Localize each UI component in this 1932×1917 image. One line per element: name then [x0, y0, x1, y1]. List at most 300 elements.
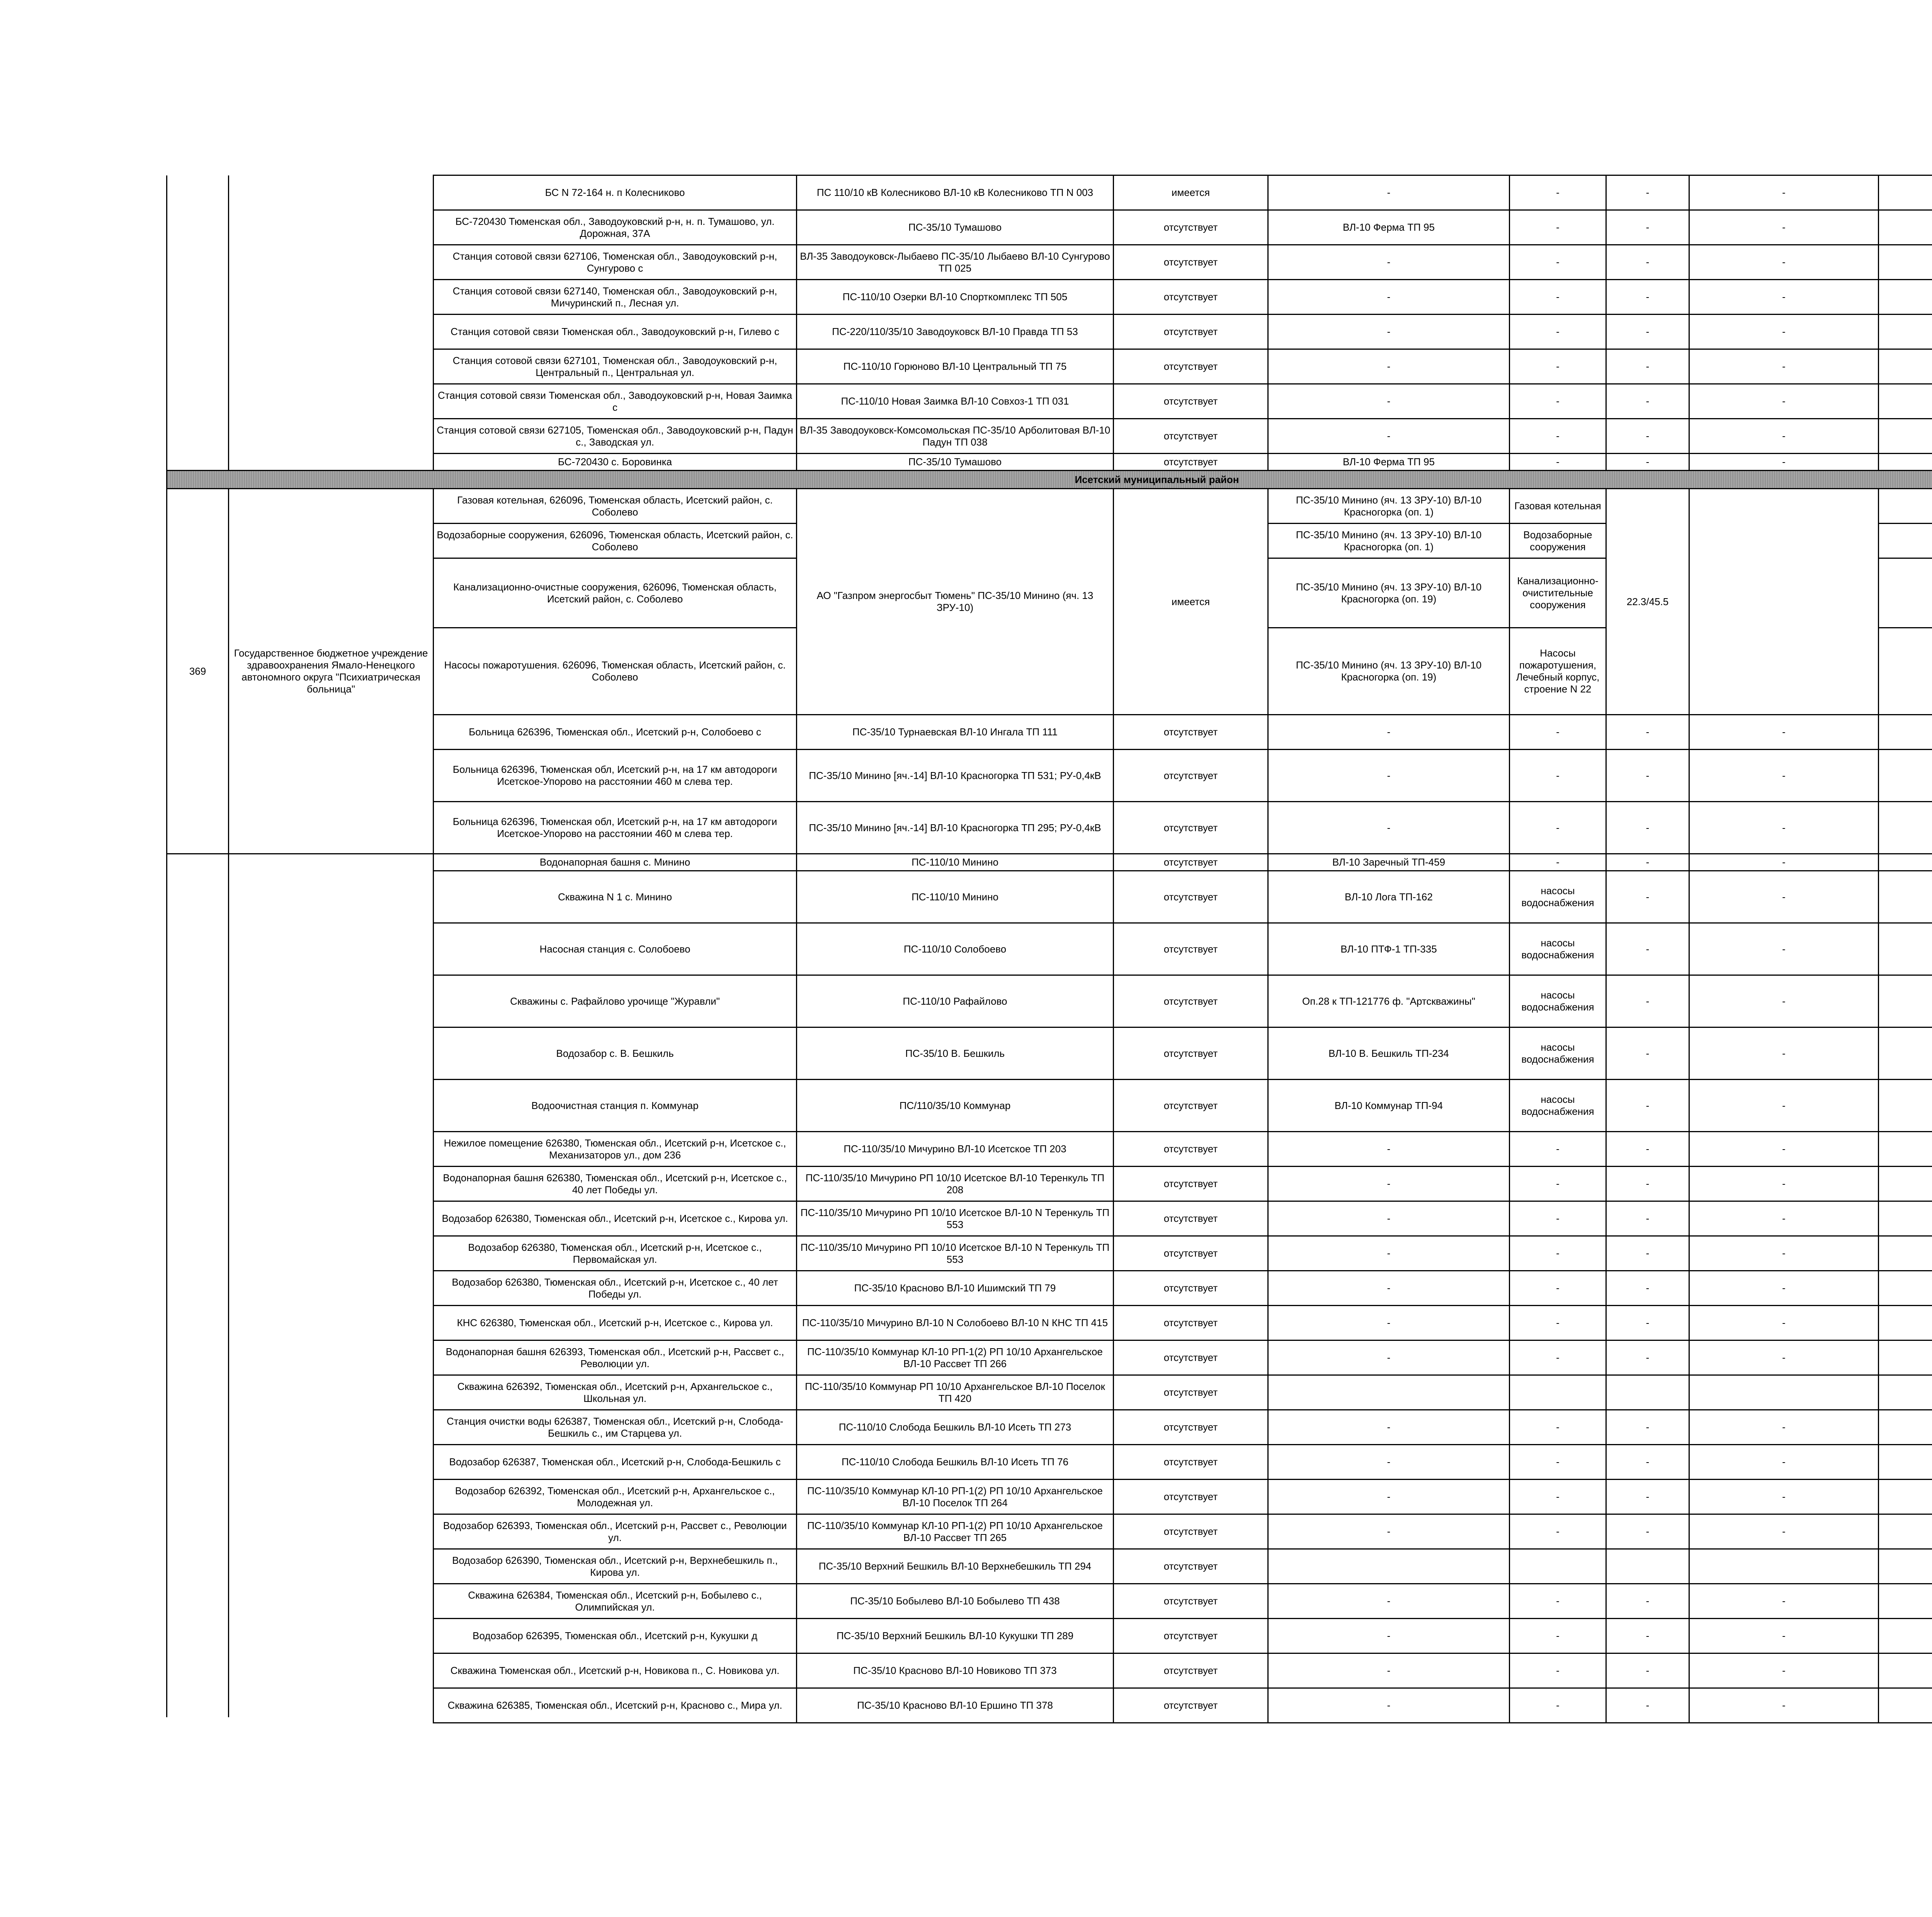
org-cell [229, 419, 434, 454]
org-cell [229, 349, 434, 384]
object-cell: Больница 626396, Тюменская обл., Исетский р-н, Солобоево с [434, 715, 797, 750]
org370-clipped-labels [166, 1717, 433, 1733]
status-cell: отсутствует [1114, 1619, 1268, 1653]
object-cell: БС N 72-164 н. п Колесниково [434, 175, 797, 210]
tp-cell: - [1510, 349, 1606, 384]
col7-cell: - [1689, 1688, 1879, 1723]
col6-cell: - [1606, 349, 1689, 384]
col6-cell: - [1606, 1201, 1689, 1236]
org-cell [229, 245, 434, 280]
tp-cell: насосы водоснабжения [1510, 1080, 1606, 1132]
substation-cell: ПС-110/35/10 Мичурино РП 10/10 Исетское ВЛ-10 Теренкуль ТП 208 [797, 1167, 1114, 1201]
col8-cell [1879, 175, 1932, 210]
status-cell: отсутствует [1114, 1514, 1268, 1549]
object-cell: Водозабор 626393, Тюменская обл., Исетский р-н, Рассвет с., Революции ул. [434, 1514, 797, 1549]
col6-cell: - [1606, 1167, 1689, 1201]
col6-cell: - [1606, 854, 1689, 871]
object-cell: Нежилое помещение 626380, Тюменская обл., Исетский р-н, Исетское с., Механизаторов ул., дом 236 [434, 1132, 797, 1167]
line-cell: ВЛ-10 В. Бешкиль ТП-234 [1268, 1027, 1510, 1080]
substation-cell: ПС-35/10 Красново ВЛ-10 Новиково ТП 373 [797, 1653, 1114, 1688]
col8-cell [1879, 1027, 1932, 1080]
substation-cell: ПС-35/10 Турнаевская ВЛ-10 Ингала ТП 111 [797, 715, 1114, 750]
status-cell: отсутствует [1114, 854, 1268, 871]
status-cell: отсутствует [1114, 210, 1268, 245]
status-cell: отсутствует [1114, 1375, 1268, 1410]
col7-cell: - [1689, 1480, 1879, 1514]
line-cell: - [1268, 1514, 1510, 1549]
substation-cell: ПС-110/35/10 Коммунар РП 10/10 Архангельское ВЛ-10 Поселок ТП 420 [797, 1375, 1114, 1410]
col8-cell [1879, 1410, 1932, 1445]
line-cell: - [1268, 349, 1510, 384]
col8-cell [1879, 315, 1932, 349]
col6-cell: - [1606, 1236, 1689, 1271]
col7-cell: - [1689, 1306, 1879, 1340]
col7-cell: - [1689, 1340, 1879, 1375]
line-cell: Оп.28 к ТП-121776 ф. "Артскважины" [1268, 975, 1510, 1027]
col7-cell: - [1689, 854, 1879, 871]
line-cell: ПС-35/10 Минино (яч. 13 ЗРУ-10) ВЛ-10 Красногорка (оп. 1) [1268, 489, 1510, 524]
org-number [167, 854, 229, 1723]
object-cell: Скважина 626392, Тюменская обл., Исетский р-н, Архангельское с., Школьная ул. [434, 1375, 797, 1410]
tp-cell: - [1510, 175, 1606, 210]
tp-cell: - [1510, 1410, 1606, 1445]
power-cell: 22.3/45.5 [1606, 489, 1689, 715]
num-cell [167, 210, 229, 245]
tp-cell: - [1510, 1584, 1606, 1619]
num-cell [167, 454, 229, 471]
col7-cell: - [1689, 210, 1879, 245]
substation-cell: ПС-35/10 Минино [яч.-14] ВЛ-10 Красногорка ТП 531; РУ-0,4кВ [797, 750, 1114, 802]
status-cell: отсутствует [1114, 1306, 1268, 1340]
status-cell: отсутствует [1114, 1132, 1268, 1167]
col8-cell [1879, 454, 1932, 471]
substation-cell: ПС-35/10 Тумашово [797, 454, 1114, 471]
tp-cell: - [1510, 1167, 1606, 1201]
col7-cell: - [1689, 1514, 1879, 1549]
tp-cell: - [1510, 1480, 1606, 1514]
data-table [166, 175, 1932, 1723]
object-cell: Насосы пожаротушения. 626096, Тюменская область, Исетский район, с. Соболево [434, 628, 797, 715]
line-cell: - [1268, 1688, 1510, 1723]
line-cell: - [1268, 1445, 1510, 1480]
substation-cell: ПС-110/10 Солобоево [797, 923, 1114, 975]
col6-cell: - [1606, 454, 1689, 471]
line-cell: - [1268, 1410, 1510, 1445]
line-cell: - [1268, 1236, 1510, 1271]
substation-cell: ПС-110/35/10 Коммунар КЛ-10 РП-1(2) РП 10/10 Архангельское ВЛ-10 Рассвет ТП 265 [797, 1514, 1114, 1549]
tp-cell: - [1510, 750, 1606, 802]
line-cell: - [1268, 1480, 1510, 1514]
tp-cell: - [1510, 384, 1606, 419]
col7-cell: - [1689, 750, 1879, 802]
col6-cell [1606, 1375, 1689, 1410]
substation-cell: ВЛ-35 Заводоуковск-Комсомольская ПС-35/10 Арболитовая ВЛ-10 Падун ТП 038 [797, 419, 1114, 454]
col8-cell [1879, 1549, 1932, 1584]
object-cell: Водонапорная башня с. Минино [434, 854, 797, 871]
substation-cell: ПС-110/10 Горюново ВЛ-10 Центральный ТП 75 [797, 349, 1114, 384]
object-cell: Скважина N 1 с. Минино [434, 871, 797, 923]
object-cell: Станция сотовой связи 627140, Тюменская обл., Заводоуковский р-н, Мичуринский п., Лесная ул. [434, 280, 797, 315]
line-cell: - [1268, 750, 1510, 802]
object-cell: Больница 626396, Тюменская обл, Исетский р-н, на 17 км автодороги Исетское-Упорово на расстоянии 460 м слева тер. [434, 750, 797, 802]
col6-cell: - [1606, 1340, 1689, 1375]
status-cell: отсутствует [1114, 454, 1268, 471]
col7-cell: - [1689, 1201, 1879, 1236]
object-cell: БС-720430 с. Боровинка [434, 454, 797, 471]
col7-cell: - [1689, 871, 1879, 923]
col7-cell: - [1689, 175, 1879, 210]
substation-cell: ПС 110/10 кВ Колесниково ВЛ-10 кВ Колесниково ТП N 003 [797, 175, 1114, 210]
col6-cell: - [1606, 1584, 1689, 1619]
org-number: 369 [167, 489, 229, 854]
status-cell: отсутствует [1114, 1271, 1268, 1306]
object-cell: БС-720430 Тюменская обл., Заводоуковский р-н, н. п. Тумашово, ул. Дорожная, 37А [434, 210, 797, 245]
tp-cell: Канализационно-очистительные сооружения [1510, 558, 1606, 628]
object-cell: Водозабор 626380, Тюменская обл., Исетский р-н, Исетское с., Кирова ул. [434, 1201, 797, 1236]
col7-cell: - [1689, 923, 1879, 975]
col8-cell [1879, 1619, 1932, 1653]
substation-cell: ПС-110/35/10 Коммунар КЛ-10 РП-1(2) РП 10/10 Архангельское ВЛ-10 Рассвет ТП 266 [797, 1340, 1114, 1375]
col6-cell: - [1606, 280, 1689, 315]
col7-cell [1689, 1549, 1879, 1584]
tp-cell: - [1510, 802, 1606, 854]
col8-cell [1879, 1514, 1932, 1549]
status-cell: отсутствует [1114, 280, 1268, 315]
substation-cell: ПС-35/10 Верхний Бешкиль ВЛ-10 Верхнебешкиль ТП 294 [797, 1549, 1114, 1584]
col8-cell [1879, 871, 1932, 923]
tp-cell: - [1510, 315, 1606, 349]
object-cell: Водонапорная башня 626393, Тюменская обл., Исетский р-н, Рассвет с., Революции ул. [434, 1340, 797, 1375]
col8-cell [1879, 1445, 1932, 1480]
org-name: Государственное бюджетное учреждение здравоохранения Ямало-Ненецкого автономного округа "Психиатрическая больница" [229, 489, 434, 854]
tp-cell: насосы водоснабжения [1510, 975, 1606, 1027]
tp-cell: насосы водоснабжения [1510, 1027, 1606, 1080]
col6-cell: - [1606, 871, 1689, 923]
line-cell: - [1268, 175, 1510, 210]
substation-cell: ПС-110/35/10 Мичурино РП 10/10 Исетское ВЛ-10 N Теренкуль ТП 553 [797, 1201, 1114, 1236]
substation-cell: ПС-35/10 Верхний Бешкиль ВЛ-10 Кукушки ТП 289 [797, 1619, 1114, 1653]
line-cell: - [1268, 1201, 1510, 1236]
status-cell: имеется [1114, 175, 1268, 210]
tp-cell: - [1510, 1653, 1606, 1688]
substation-cell: ПС-110/10 Озерки ВЛ-10 Спорткомплекс ТП 505 [797, 280, 1114, 315]
col8-cell [1879, 1340, 1932, 1375]
col6-cell: - [1606, 210, 1689, 245]
tp-cell: - [1510, 854, 1606, 871]
col8-cell [1879, 524, 1932, 558]
col6-cell: - [1606, 1688, 1689, 1723]
col7-cell: - [1689, 1271, 1879, 1306]
status-cell: отсутствует [1114, 419, 1268, 454]
line-cell: ПС-35/10 Минино (яч. 13 ЗРУ-10) ВЛ-10 Красногорка (оп. 19) [1268, 558, 1510, 628]
object-cell: Станция сотовой связи Тюменская обл., Заводоуковский р-н, Новая Заимка с [434, 384, 797, 419]
col8-cell [1879, 1132, 1932, 1167]
status-cell: отсутствует [1114, 384, 1268, 419]
col6-cell: - [1606, 419, 1689, 454]
object-cell: Скважина Тюменская обл., Исетский р-н, Новикова п., С. Новикова ул. [434, 1653, 797, 1688]
substation-cell: ПС-110/35/10 Мичурино ВЛ-10 N Солобоево ВЛ-10 N КНС ТП 415 [797, 1306, 1114, 1340]
section-header-row [167, 471, 1932, 489]
table-row [167, 349, 1932, 384]
tp-cell: - [1510, 1340, 1606, 1375]
num-cell [167, 315, 229, 349]
object-cell: Водозабор с. В. Бешкиль [434, 1027, 797, 1080]
tp-cell: - [1510, 1132, 1606, 1167]
line-cell: - [1268, 1132, 1510, 1167]
col6-cell: - [1606, 1027, 1689, 1080]
substation-cell: ПС-110/10 Слобода Бешкиль ВЛ-10 Исеть ТП 273 [797, 1410, 1114, 1445]
substation-cell: ПС-110/10 Рафайлово [797, 975, 1114, 1027]
col6-cell [1606, 1549, 1689, 1584]
status-cell: отсутствует [1114, 315, 1268, 349]
object-cell: Водозабор 626395, Тюменская обл., Исетский р-н, Кукушки д [434, 1619, 797, 1653]
line-cell: - [1268, 315, 1510, 349]
object-cell: Станция сотовой связи Тюменская обл., Заводоуковский р-н, Гилево с [434, 315, 797, 349]
table-row [167, 175, 1932, 210]
num-cell [167, 245, 229, 280]
status-cell: отсутствует [1114, 975, 1268, 1027]
status-cell: отсутствует [1114, 923, 1268, 975]
col8-cell [1879, 280, 1932, 315]
col6-cell: - [1606, 1619, 1689, 1653]
substation-cell: ПС-110/35/10 Мичурино РП 10/10 Исетское ВЛ-10 N Теренкуль ТП 553 [797, 1236, 1114, 1271]
table-row [167, 315, 1932, 349]
line-cell: - [1268, 1306, 1510, 1340]
status-cell: отсутствует [1114, 1410, 1268, 1445]
substation-cell: ПС-35/10 В. Бешкиль [797, 1027, 1114, 1080]
col7-cell: - [1689, 1584, 1879, 1619]
line-cell: - [1268, 384, 1510, 419]
col7-cell: - [1689, 384, 1879, 419]
col8-cell [1879, 1688, 1932, 1723]
num-cell [167, 384, 229, 419]
section-title: Исетский муниципальный район [167, 471, 1932, 489]
org-cell [229, 384, 434, 419]
col8-cell [1879, 558, 1932, 628]
line-cell: - [1268, 1340, 1510, 1375]
num-cell [167, 280, 229, 315]
col6-cell: - [1606, 1480, 1689, 1514]
status-cell: отсутствует [1114, 1445, 1268, 1480]
line-cell: ВЛ-10 Коммунар ТП-94 [1268, 1080, 1510, 1132]
org-cell [229, 175, 434, 210]
col7-cell: - [1689, 245, 1879, 280]
col8-cell [1879, 1236, 1932, 1271]
col8-cell [1879, 1201, 1932, 1236]
line-cell: - [1268, 1619, 1510, 1653]
col6-cell: - [1606, 1410, 1689, 1445]
col8-cell [1879, 854, 1932, 871]
object-cell: Станция сотовой связи 627106, Тюменская обл., Заводоуковский р-н, Сунгурово с [434, 245, 797, 280]
col6-cell: - [1606, 245, 1689, 280]
col6-cell: - [1606, 1653, 1689, 1688]
tp-cell: - [1510, 1306, 1606, 1340]
num-cell [167, 175, 229, 210]
col8-cell [1879, 245, 1932, 280]
col6-cell: - [1606, 975, 1689, 1027]
line-cell: ВЛ-10 Заречный ТП-459 [1268, 854, 1510, 871]
col8-cell [1879, 1653, 1932, 1688]
status-cell: отсутствует [1114, 1167, 1268, 1201]
status-cell: отсутствует [1114, 1653, 1268, 1688]
object-cell: Скважины с. Рафайлово урочище "Журавли" [434, 975, 797, 1027]
line-cell [1268, 1549, 1510, 1584]
col8-cell [1879, 419, 1932, 454]
tp-cell: Водозаборные сооружения [1510, 524, 1606, 558]
col8-cell [1879, 489, 1932, 524]
status-cell: отсутствует [1114, 1080, 1268, 1132]
col6-cell: - [1606, 1445, 1689, 1480]
substation-cell: ПС-110/10 Минино [797, 854, 1114, 871]
substation-cell: ПС-35/10 Тумашово [797, 210, 1114, 245]
col8-cell [1879, 628, 1932, 715]
line-cell: - [1268, 1653, 1510, 1688]
line-cell: ВЛ-10 ПТФ-1 ТП-335 [1268, 923, 1510, 975]
col6-cell: - [1606, 384, 1689, 419]
table-row [167, 245, 1932, 280]
tp-cell: Насосы пожаротушения, Лечебный корпус, строение N 22 [1510, 628, 1606, 715]
line-cell [1268, 1375, 1510, 1410]
col8-cell [1879, 1080, 1932, 1132]
tp-cell: насосы водоснабжения [1510, 923, 1606, 975]
substation-cell: ВЛ-35 Заводоуковск-Лыбаево ПС-35/10 Лыбаево ВЛ-10 Сунгурово ТП 025 [797, 245, 1114, 280]
substation-cell: ПС-35/10 Красново ВЛ-10 Ишимский ТП 79 [797, 1271, 1114, 1306]
line-cell: - [1268, 245, 1510, 280]
substation-cell: ПС-110/35/10 Коммунар КЛ-10 РП-1(2) РП 10/10 Архангельское ВЛ-10 Поселок ТП 264 [797, 1480, 1114, 1514]
status-cell: имеется [1114, 489, 1268, 715]
status-cell: отсутствует [1114, 871, 1268, 923]
tp-cell: - [1510, 245, 1606, 280]
col7-cell: - [1689, 1445, 1879, 1480]
num-cell [167, 419, 229, 454]
col7-cell [1689, 489, 1879, 715]
col8-cell [1879, 1375, 1932, 1410]
col7-cell: - [1689, 975, 1879, 1027]
col7-cell: - [1689, 1167, 1879, 1201]
col6-cell: - [1606, 175, 1689, 210]
line-cell: - [1268, 1167, 1510, 1201]
status-cell: отсутствует [1114, 349, 1268, 384]
line-cell: ВЛ-10 Ферма ТП 95 [1268, 454, 1510, 471]
substation-cell: ПС-110/35/10 Мичурино ВЛ-10 Исетское ТП 203 [797, 1132, 1114, 1167]
line-cell: ВЛ-10 Лога ТП-162 [1268, 871, 1510, 923]
object-cell: Водозабор 626387, Тюменская обл., Исетский р-н, Слобода-Бешкиль с [434, 1445, 797, 1480]
tp-cell [1510, 1375, 1606, 1410]
tp-cell: - [1510, 210, 1606, 245]
col7-cell: - [1689, 1653, 1879, 1688]
tp-cell: - [1510, 280, 1606, 315]
col7-cell: - [1689, 1027, 1879, 1080]
table-row [167, 489, 1932, 524]
col6-cell: - [1606, 1080, 1689, 1132]
status-cell: отсутствует [1114, 802, 1268, 854]
org-cell [229, 315, 434, 349]
object-cell: Водоочистная станция п. Коммунар [434, 1080, 797, 1132]
table-row [167, 854, 1932, 871]
tp-cell: - [1510, 1201, 1606, 1236]
substation-cell: ПС-110/10 Слобода Бешкиль ВЛ-10 Исеть ТП 76 [797, 1445, 1114, 1480]
table-row [167, 384, 1932, 419]
status-cell: отсутствует [1114, 1201, 1268, 1236]
col8-cell [1879, 1271, 1932, 1306]
org-cell [229, 280, 434, 315]
tp-cell: насосы водоснабжения [1510, 871, 1606, 923]
org-cell [229, 454, 434, 471]
col7-cell: - [1689, 1619, 1879, 1653]
col8-cell [1879, 1306, 1932, 1340]
col7-cell: - [1689, 1132, 1879, 1167]
num-cell [167, 349, 229, 384]
col7-cell: - [1689, 280, 1879, 315]
col6-cell: - [1606, 1132, 1689, 1167]
status-cell: отсутствует [1114, 1236, 1268, 1271]
tp-cell: - [1510, 715, 1606, 750]
status-cell: отсутствует [1114, 1549, 1268, 1584]
col7-cell: - [1689, 1236, 1879, 1271]
object-cell: Скважина 626385, Тюменская обл., Исетский р-н, Красново с., Мира ул. [434, 1688, 797, 1723]
object-cell: Водонапорная башня 626380, Тюменская обл., Исетский р-н, Исетское с., 40 лет Победы ул. [434, 1167, 797, 1201]
col8-cell [1879, 1167, 1932, 1201]
status-cell: отсутствует [1114, 1688, 1268, 1723]
tp-cell: - [1510, 1236, 1606, 1271]
table-row [167, 280, 1932, 315]
table-row [167, 210, 1932, 245]
status-cell: отсутствует [1114, 750, 1268, 802]
tp-cell: - [1510, 1271, 1606, 1306]
tp-cell: - [1510, 1619, 1606, 1653]
object-cell: Водозаборные сооружения, 626096, Тюменская область, Исетский район, с. Соболево [434, 524, 797, 558]
table-row [167, 454, 1932, 471]
object-cell: КНС 626380, Тюменская обл., Исетский р-н, Исетское с., Кирова ул. [434, 1306, 797, 1340]
col6-cell: - [1606, 750, 1689, 802]
tp-cell: - [1510, 1445, 1606, 1480]
object-cell: Насосная станция с. Солобоево [434, 923, 797, 975]
substation-cell: АО "Газпром энергосбыт Тюмень" ПС-35/10 Минино (яч. 13 ЗРУ-10) [797, 489, 1114, 715]
col8-cell [1879, 1480, 1932, 1514]
substation-cell: ПС/110/35/10 Коммунар [797, 1080, 1114, 1132]
status-cell: отсутствует [1114, 715, 1268, 750]
status-cell: отсутствует [1114, 1027, 1268, 1080]
col6-cell: - [1606, 715, 1689, 750]
line-cell: ПС-35/10 Минино (яч. 13 ЗРУ-10) ВЛ-10 Красногорка (оп. 1) [1268, 524, 1510, 558]
object-cell: Больница 626396, Тюменская обл, Исетский р-н, на 17 км автодороги Исетское-Упорово на расстоянии 460 м слева тер. [434, 802, 797, 854]
col8-cell [1879, 349, 1932, 384]
substation-cell: ПС-110/10 Минино [797, 871, 1114, 923]
col6-cell: - [1606, 315, 1689, 349]
col8-cell [1879, 1584, 1932, 1619]
status-cell: отсутствует [1114, 245, 1268, 280]
status-cell: отсутствует [1114, 1340, 1268, 1375]
col7-cell [1689, 1375, 1879, 1410]
col8-cell [1879, 715, 1932, 750]
object-cell: Водозабор 626392, Тюменская обл., Исетский р-н, Архангельское с., Молодежная ул. [434, 1480, 797, 1514]
substation-cell: ПС-35/10 Красново ВЛ-10 Ершино ТП 378 [797, 1688, 1114, 1723]
col7-cell: - [1689, 349, 1879, 384]
col7-cell: - [1689, 419, 1879, 454]
col7-cell: - [1689, 715, 1879, 750]
col8-cell [1879, 750, 1932, 802]
line-cell: - [1268, 280, 1510, 315]
col6-cell: - [1606, 802, 1689, 854]
col8-cell [1879, 384, 1932, 419]
object-cell: Водозабор 626390, Тюменская обл., Исетский р-н, Верхнебешкиль п., Кирова ул. [434, 1549, 797, 1584]
object-cell: Водозабор 626380, Тюменская обл., Исетский р-н, Исетское с., 40 лет Победы ул. [434, 1271, 797, 1306]
object-cell: Станция очистки воды 626387, Тюменская обл., Исетский р-н, Слобода-Бешкиль с., им Старцева ул. [434, 1410, 797, 1445]
col7-cell: - [1689, 1410, 1879, 1445]
col6-cell: - [1606, 1306, 1689, 1340]
tp-cell: - [1510, 1688, 1606, 1723]
substation-cell: ПС-110/10 Новая Заимка ВЛ-10 Совхоз-1 ТП 031 [797, 384, 1114, 419]
